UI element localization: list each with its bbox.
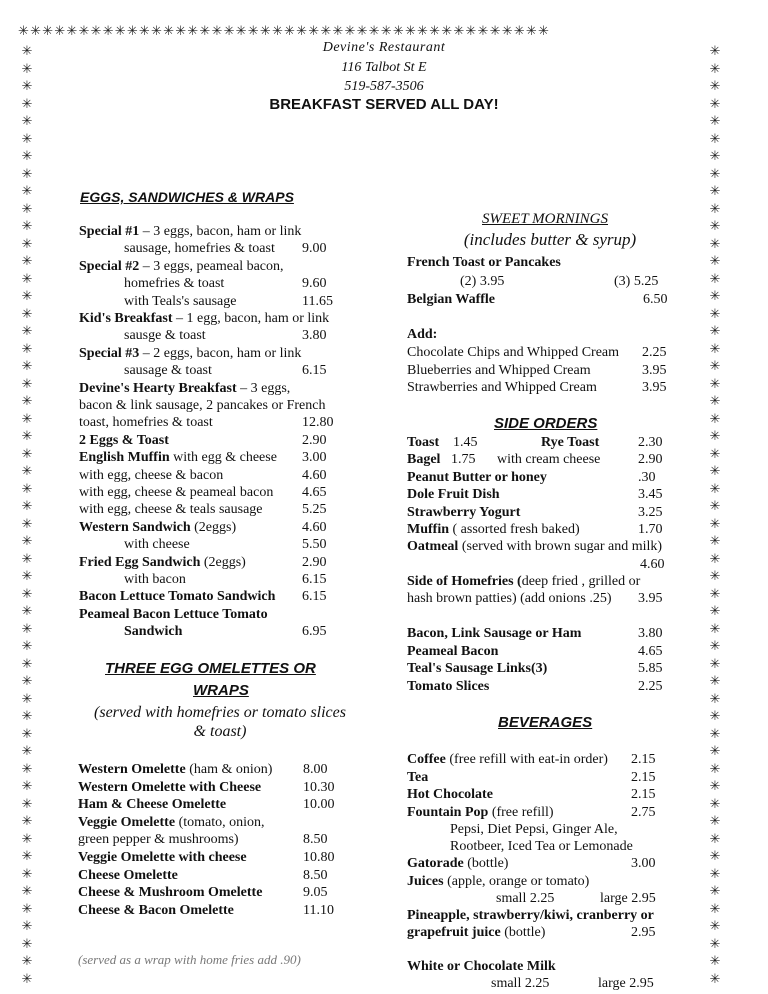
beverage-item-price: 2.75: [631, 804, 656, 820]
eggs-item-desc: (2eggs): [200, 554, 246, 570]
omelette-item-price: 10.30: [303, 779, 335, 795]
eggs-item-label: Special #1: [79, 224, 140, 239]
restaurant-address: 116 Talbot St E: [341, 60, 427, 75]
pop-flavours-1: Pepsi, Diet Pepsi, Ginger Ale,: [450, 822, 618, 837]
eggs-item-desc: with egg, cheese & peameal bacon: [79, 485, 274, 500]
omelette-item-row: [78, 849, 247, 866]
eggs-item-row: [79, 345, 301, 362]
eggs-item-price: 2.90: [302, 554, 327, 570]
eggs-item-desc: with cheese: [124, 537, 190, 553]
juice-small-price: small 2.25: [496, 891, 555, 906]
omelette-item-label: Veggie Omelette with cheese: [78, 850, 247, 865]
eggs-item-price: 5.25: [302, 502, 327, 518]
border-right: ✳ ✳ ✳ ✳ ✳ ✳ ✳ ✳ ✳ ✳ ✳ ✳ ✳ ✳ ✳ ✳ ✳ ✳ ✳ ✳ ✳ ✳ ✳ ✳ ✳ ✳ ✳ ✳ ✳ ✳ ✳ ✳ ✳ ✳ ✳ ✳ ✳ ✳ ✳ ✳ ✳ ✳ ✳ ✳ ✳ ✳ ✳ ✳ ✳ ✳ ✳ ✳ ✳ ✳: [709, 43, 721, 986]
omelette-item-row: [78, 761, 272, 778]
oatmeal-price: 4.60: [640, 557, 665, 572]
beverage-item-label: Coffee: [407, 752, 446, 767]
meat-item-price: 4.65: [638, 643, 663, 659]
eggs-item-row: [124, 275, 224, 292]
grapefruit-desc: (bottle): [500, 925, 546, 940]
homefries-item: [407, 573, 640, 590]
omelette-subtitle: (served with homefries or tomato slices: [94, 704, 346, 721]
eggs-item-row: [79, 501, 263, 518]
eggs-item-price: 6.15: [302, 572, 327, 587]
beverage-item-row: [407, 769, 428, 786]
omelette-subtitle-2: & toast): [193, 723, 247, 740]
beverage-item-label: Fountain Pop: [407, 804, 489, 820]
bagel-item: Bagel: [407, 452, 441, 467]
eggs-item-desc: with Teals's sausage: [124, 293, 237, 309]
beverage-item-label: Hot Chocolate: [407, 787, 493, 802]
omelette-item-row: [78, 867, 178, 884]
omelette-item-price: 11.10: [303, 902, 334, 918]
omelette-item-price: 8.00: [303, 762, 328, 777]
gatorade-label: Gatorade: [407, 856, 464, 871]
wrap-footnote: (served as a wrap with home fries add .90): [78, 952, 301, 967]
beverage-item-price: 2.15: [631, 787, 656, 802]
eggs-item-row: [124, 623, 182, 640]
addon-item-desc: Blueberries and Whipped Cream: [407, 362, 591, 378]
milk-large-price: large 2.95: [598, 976, 654, 991]
omelette-item-price: 9.05: [303, 885, 328, 901]
bagel-cream-price: 2.90: [638, 452, 663, 467]
eggs-item-price: 6.15: [302, 589, 327, 605]
beverages-section-title: BEVERAGES: [498, 714, 593, 731]
eggs-item-label: Special #2: [79, 258, 140, 274]
eggs-item-row: [79, 606, 268, 623]
side-item-desc: ( assorted fresh baked): [449, 521, 580, 537]
french-toast-2-price: (2) 3.95: [460, 274, 505, 289]
addon-item-price: 2.25: [642, 345, 667, 360]
eggs-item-row: [124, 362, 212, 379]
eggs-item-desc: sausage & toast: [124, 363, 212, 379]
toast-item: Toast: [407, 435, 440, 450]
omelette-item-desc: green pepper & mushrooms): [78, 832, 239, 848]
addon-item-price: 3.95: [642, 362, 667, 378]
french-toast-item: French Toast or Pancakes: [407, 255, 561, 270]
beverage-item-label: Tea: [407, 769, 429, 785]
eggs-item-row: [124, 240, 275, 257]
toast-price: 1.45: [453, 435, 478, 450]
meat-item-row: [407, 678, 489, 695]
eggs-item-desc: bacon & link sausage, 2 pancakes or French: [79, 398, 326, 413]
milk-small-price: small 2.25: [491, 976, 550, 991]
juices-desc: (apple, orange or tomato): [443, 874, 590, 889]
side-item-price: 1.70: [638, 521, 663, 537]
omelette-item-label: Western Omelette with Cheese: [78, 779, 262, 795]
eggs-item-price: 3.00: [302, 450, 327, 466]
eggs-item-desc: toast, homefries & toast: [79, 415, 213, 431]
eggs-item-desc: sausage, homefries & toast: [124, 241, 275, 257]
eggs-item-row: [79, 310, 329, 327]
side-item-label: Strawberry Yogurt: [407, 504, 521, 520]
beverage-item-desc: (free refill): [488, 804, 554, 820]
rye-toast-item: Rye Toast: [541, 435, 600, 450]
eggs-item-label: Peameal Bacon Lettuce Tomato: [79, 606, 268, 622]
meat-item-label: Peameal Bacon: [407, 643, 499, 659]
meat-item-label: Tomato Slices: [407, 678, 490, 694]
eggs-item-desc: with bacon: [124, 572, 186, 587]
side-item-label: Muffin: [407, 521, 449, 537]
side-item-row: [407, 469, 547, 486]
grapefruit-label: grapefruit juice: [407, 925, 501, 940]
eggs-item-desc: – 1 egg, bacon, ham or link: [172, 311, 330, 326]
omelette-item-price: 8.50: [303, 867, 328, 883]
meat-item-row: [407, 625, 581, 642]
side-item-price: 3.25: [638, 504, 663, 520]
addon-item-desc: Chocolate Chips and Whipped Cream: [407, 345, 620, 360]
eggs-item-price: 2.90: [302, 432, 327, 448]
beverage-item-price: 2.15: [631, 752, 656, 767]
eggs-item-price: 6.15: [302, 363, 327, 379]
eggs-item-desc: with egg, cheese & bacon: [79, 467, 224, 483]
eggs-item-price: 6.95: [302, 624, 327, 640]
restaurant-name: Devine's Restaurant: [322, 40, 446, 55]
juice-large-price: large 2.95: [600, 891, 656, 906]
addon-item-desc: Strawberries and Whipped Cream: [407, 380, 597, 395]
eggs-item-desc: – 3 eggs,: [236, 380, 291, 396]
omelette-item-label: Cheese & Mushroom Omelette: [78, 885, 263, 901]
addon-item-price: 3.95: [642, 380, 667, 395]
eggs-item-row: [124, 571, 186, 588]
omelette-item-desc: (ham & onion): [185, 762, 273, 777]
eggs-item-row: [79, 588, 275, 605]
juices-label: Juices: [407, 874, 444, 889]
meat-item-label: Bacon, Link Sausage or Ham: [407, 626, 582, 641]
homefries-desc: deep fried , grilled or: [521, 574, 641, 589]
border-left: ✳ ✳ ✳ ✳ ✳ ✳ ✳ ✳ ✳ ✳ ✳ ✳ ✳ ✳ ✳ ✳ ✳ ✳ ✳ ✳ ✳ ✳ ✳ ✳ ✳ ✳ ✳ ✳ ✳ ✳ ✳ ✳ ✳ ✳ ✳ ✳ ✳ ✳ ✳ ✳ ✳ ✳ ✳ ✳ ✳ ✳ ✳ ✳ ✳ ✳ ✳ ✳ ✳ ✳: [21, 43, 33, 986]
eggs-item-row: [79, 258, 284, 275]
banner: BREAKFAST SERVED ALL DAY!: [269, 96, 499, 113]
omelette-item-price: 10.80: [303, 850, 335, 865]
addon-item-row: [407, 362, 591, 379]
eggs-item-label: English Muffin: [79, 450, 170, 466]
side-item-label: Dole Fruit Dish: [407, 487, 500, 503]
eggs-item-label: Devine's Hearty Breakfast: [79, 380, 237, 396]
omelette-item-row: [78, 884, 262, 901]
homefries-price: 3.95: [638, 591, 663, 606]
omelette-item-price: 10.00: [303, 797, 335, 813]
side-item-row: [407, 504, 520, 521]
eggs-item-price: 5.50: [302, 537, 327, 553]
eggs-item-desc: homefries & toast: [124, 276, 225, 292]
eggs-item-row: [79, 554, 246, 571]
eggs-item-label: Sandwich: [124, 624, 183, 640]
omelette-section-title-2: WRAPS: [193, 682, 249, 699]
omelette-item-row: [78, 779, 261, 796]
eggs-item-row: [124, 293, 237, 310]
side-item-row: [407, 521, 580, 538]
side-item-price: .30: [638, 470, 656, 485]
meat-item-row: [407, 660, 547, 677]
omelette-item-label: Cheese Omelette: [78, 867, 178, 883]
eggs-item-desc: – 3 eggs, bacon, ham or link: [139, 224, 302, 239]
milk-item: White or Chocolate Milk: [407, 959, 556, 974]
eggs-item-desc: (2eggs): [190, 519, 237, 535]
homefries-desc-2: hash brown patties) (add onions .25): [407, 591, 612, 606]
oatmeal-item: [407, 538, 662, 555]
eggs-item-row: [79, 223, 301, 240]
gatorade-item: [407, 855, 508, 872]
omelette-section-title: THREE EGG OMELETTES OR: [105, 660, 316, 677]
eggs-item-price: 3.80: [302, 328, 327, 344]
addon-item-row: [407, 379, 597, 396]
homefries-label: Side of Homefries (: [407, 574, 522, 589]
meat-item-price: 5.85: [638, 661, 663, 676]
side-item-row: [407, 486, 500, 503]
eggs-item-label: Western Sandwich: [79, 519, 191, 535]
omelette-item-row: [78, 831, 239, 848]
side-item-price: 3.45: [638, 487, 663, 503]
bottled-juice-item: Pineapple, strawberry/kiwi, cranberry or: [407, 908, 654, 923]
meat-item-price: 2.25: [638, 678, 663, 694]
eggs-item-price: 9.00: [302, 241, 327, 257]
eggs-item-price: 4.60: [302, 519, 327, 535]
omelette-item-row: [78, 814, 265, 831]
eggs-item-row: [124, 536, 190, 553]
addon-item-row: [407, 344, 619, 361]
rye-toast-price: 2.30: [638, 435, 663, 450]
eggs-item-row: [79, 414, 213, 431]
eggs-item-row: [79, 380, 290, 397]
bottled-juice-price: 2.95: [631, 925, 656, 940]
eggs-item-price: 12.80: [302, 415, 334, 431]
side-item-label: Peanut Butter or honey: [407, 470, 547, 485]
juices-item: [407, 873, 589, 890]
omelette-item-label: Veggie Omelette: [78, 814, 176, 830]
omelette-item-label: Western Omelette: [78, 762, 186, 777]
eggs-item-desc: with egg & cheese: [169, 450, 277, 466]
eggs-item-desc: sausge & toast: [124, 328, 206, 344]
eggs-item-row: [79, 432, 169, 449]
eggs-item-label: Special #3: [79, 345, 140, 361]
eggs-item-label: Bacon Lettuce Tomato Sandwich: [79, 589, 276, 605]
omelette-item-desc: (tomato, onion,: [175, 814, 265, 830]
border-top: ✳✳✳✳✳✳✳✳✳✳✳✳✳✳✳✳✳✳✳✳✳✳✳✳✳✳✳✳✳✳✳✳✳✳✳✳✳✳✳✳✳✳✳✳: [18, 24, 551, 38]
belgian-waffle-price: 6.50: [643, 292, 668, 307]
eggs-item-row: [79, 519, 236, 536]
omelette-item-label: Ham & Cheese Omelette: [78, 797, 227, 813]
gatorade-price: 3.00: [631, 856, 656, 871]
eggs-item-label: 2 Eggs & Toast: [79, 432, 169, 448]
eggs-item-price: 4.60: [302, 467, 327, 483]
sweet-subtitle: (includes butter & syrup): [463, 230, 637, 249]
meat-item-label: Teal's Sausage Links(3): [407, 661, 548, 676]
omelette-item-row: [78, 796, 226, 813]
meat-item-row: [407, 643, 498, 660]
omelette-item-label: Cheese & Bacon Omelette: [78, 902, 234, 918]
eggs-item-desc: – 2 eggs, bacon, ham or link: [139, 345, 302, 361]
eggs-item-price: 4.65: [302, 485, 327, 500]
belgian-waffle-item: Belgian Waffle: [407, 292, 496, 307]
sweet-section-title: SWEET MORNINGS: [482, 211, 608, 227]
gatorade-desc: (bottle): [463, 856, 509, 871]
eggs-item-desc: with egg, cheese & teals sausage: [79, 502, 263, 518]
beverage-item-row: [407, 804, 554, 821]
eggs-item-desc: – 3 eggs, peameal bacon,: [139, 258, 284, 274]
add-label: Add:: [407, 327, 438, 342]
bagel-price: 1.75: [451, 452, 476, 467]
beverage-item-desc: (free refill with eat-in order): [445, 752, 608, 767]
sides-section-title: SIDE ORDERS: [494, 415, 598, 432]
eggs-item-price: 9.60: [302, 276, 327, 292]
eggs-item-label: Kid's Breakfast: [79, 311, 173, 326]
eggs-item-row: [79, 449, 277, 466]
eggs-item-price: 11.65: [302, 293, 333, 309]
omelette-item-price: 8.50: [303, 832, 328, 848]
meat-item-price: 3.80: [638, 626, 663, 641]
eggs-item-label: Fried Egg Sandwich: [79, 554, 201, 570]
eggs-item-row: [79, 484, 273, 501]
eggs-section-title: EGGS, SANDWICHES & WRAPS: [80, 189, 294, 205]
eggs-item-row: [124, 327, 206, 344]
beverage-item-row: [407, 786, 493, 803]
omelette-item-row: [78, 902, 234, 919]
oatmeal-desc: (served with brown sugar and milk): [458, 539, 663, 554]
beverage-item-row: [407, 751, 608, 768]
eggs-item-row: [79, 397, 325, 414]
restaurant-phone: 519-587-3506: [344, 79, 424, 94]
bottled-juice-item-2: [407, 924, 545, 941]
beverage-item-price: 2.15: [631, 769, 656, 785]
oatmeal-label: Oatmeal: [407, 539, 459, 554]
pop-flavours-2: Rootbeer, Iced Tea or Lemonade: [450, 839, 633, 854]
french-toast-3-price: (3) 5.25: [614, 274, 659, 289]
eggs-item-row: [79, 467, 223, 484]
bagel-cream-item: with cream cheese: [497, 452, 601, 467]
